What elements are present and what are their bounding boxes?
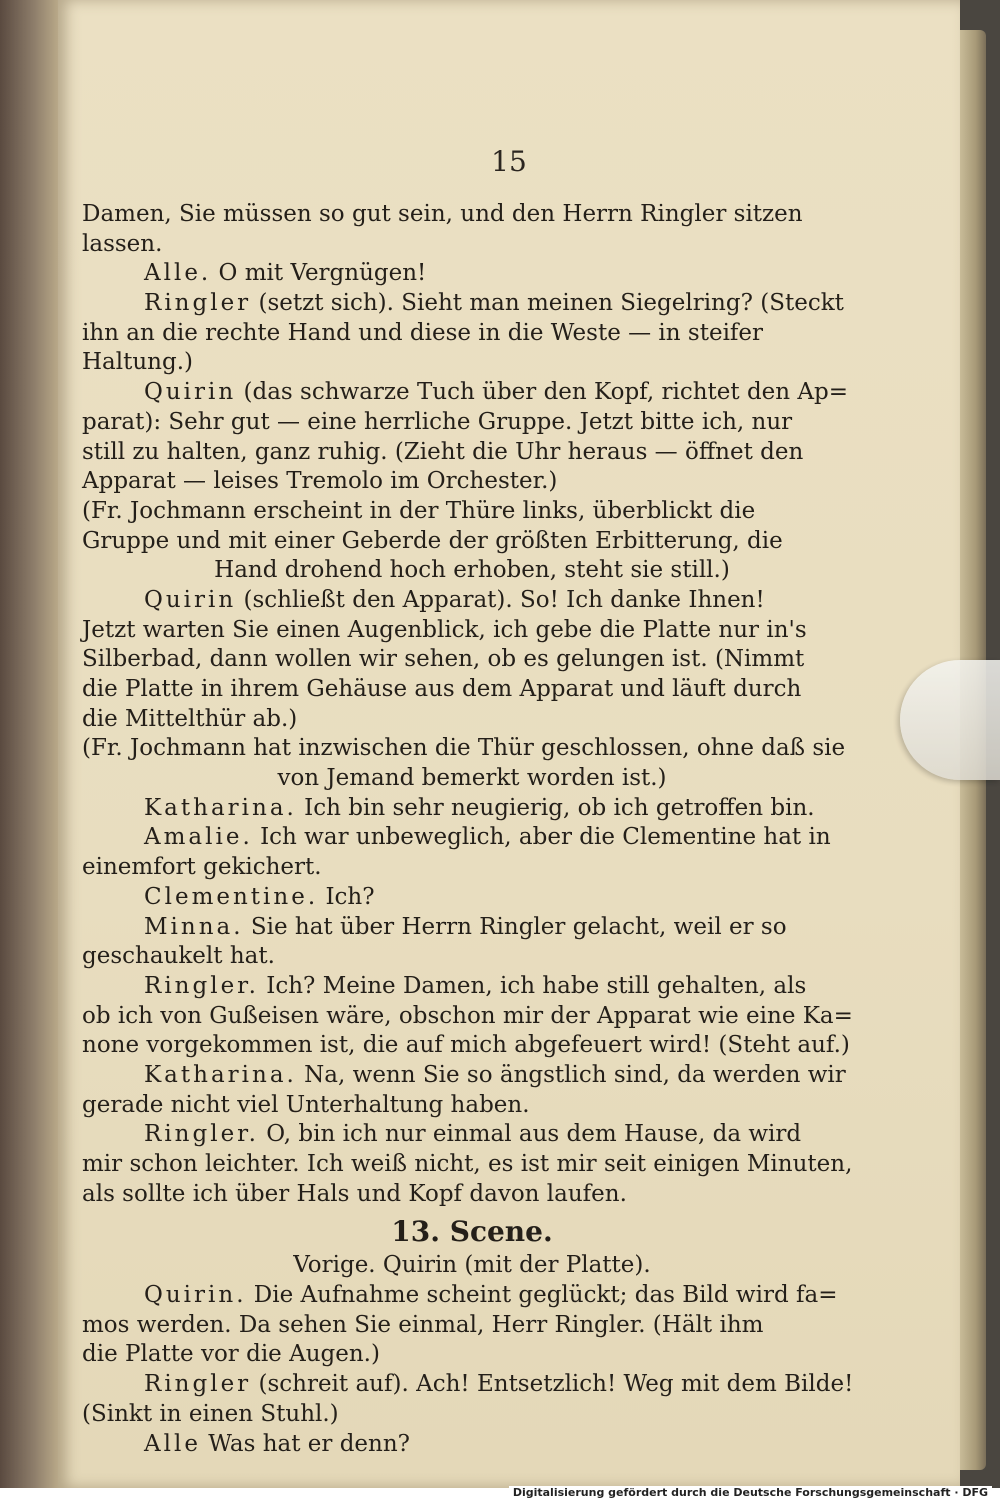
- stage-direction: Vorige. Quirin (mit der Platte).: [293, 1252, 651, 1279]
- line-text: (schreit auf). Ach! Entsetzlich! Weg mit dem Bilde!: [251, 1371, 854, 1398]
- text-line: [82, 705, 862, 735]
- text-line: [82, 734, 862, 764]
- line-text: O, bin ich nur einmal aus dem Hause, da wird: [258, 1121, 802, 1148]
- text-line: [82, 200, 862, 230]
- line-text: Damen, Sie müssen so gut sein, und den Herrn Ringler sitzen: [82, 201, 803, 227]
- line-text: von Jemand bemerkt worden ist.): [277, 765, 667, 792]
- speaker-name: Katharina.: [144, 1061, 297, 1088]
- line-text: Ich bin sehr neugierig, ob ich getroffen bin.: [296, 794, 815, 821]
- line-text: Was hat er denn?: [200, 1430, 411, 1457]
- line-text: Apparat — leises Tremolo im Orchester.): [82, 468, 558, 495]
- line-text: Haltung.): [82, 349, 194, 376]
- text-line: [82, 1370, 862, 1400]
- text-line: [82, 1311, 862, 1341]
- text-line: [82, 1281, 862, 1311]
- line-text: still zu halten, ganz ruhig. (Zieht die Uhr heraus — öffnet den: [82, 438, 804, 465]
- speaker-name: Ringler.: [144, 1121, 259, 1148]
- line-text: als sollte ich über Hals und Kopf davon laufen.: [82, 1180, 627, 1207]
- line-text: ob ich von Gußeisen wäre, obschon mir der Apparat wie eine Ka=: [82, 1002, 853, 1029]
- text-line: [82, 1430, 862, 1460]
- speaker-name: Ringler: [144, 290, 252, 317]
- line-text: geschaukelt hat.: [82, 943, 275, 970]
- line-text: lassen.: [82, 230, 163, 257]
- line-text: ihn an die rechte Hand und diese in die Weste — in steifer: [82, 319, 764, 346]
- text-line: [82, 348, 862, 378]
- text-line: [82, 378, 862, 408]
- text-line: [82, 1400, 862, 1430]
- line-text: gerade nicht viel Unterhaltung haben.: [82, 1091, 530, 1118]
- book-binding: [0, 0, 58, 1490]
- text-line: [82, 853, 862, 883]
- line-text: (schließt den Apparat). So! Ich danke Ihnen!: [236, 586, 765, 613]
- text-line: [82, 675, 862, 705]
- line-text: mir schon leichter. Ich weiß nicht, es ist mir seit einigen Minuten,: [82, 1151, 853, 1177]
- line-text: (Sinkt in einen Stuhl.): [82, 1400, 339, 1427]
- line-text: (Fr. Jochmann hat inzwischen die Thür geschlossen, ohne daß sie: [82, 735, 846, 762]
- speaker-name: Alle.: [144, 260, 212, 287]
- text-line: [82, 883, 862, 913]
- line-text: mos werden. Da sehen Sie einmal, Herr Ringler. (Hält ihm: [82, 1311, 764, 1338]
- line-text: Na, wenn Sie so ängstlich sind, da werden wir: [296, 1061, 846, 1088]
- text-line: [82, 794, 862, 824]
- line-text: die Platte vor die Augen.): [82, 1341, 380, 1368]
- scene-dialogue-lines: [82, 1281, 862, 1459]
- text-line: [82, 408, 862, 438]
- line-text: Die Aufnahme scheint geglückt; das Bild wird fa=: [246, 1282, 838, 1309]
- text-line: [82, 527, 862, 557]
- speaker-name: Ringler: [144, 1371, 252, 1398]
- line-text: (das schwarze Tuch über den Kopf, richtet den Ap=: [236, 379, 849, 406]
- text-line: [82, 1340, 862, 1370]
- text-line: [82, 259, 862, 289]
- text-line: [82, 764, 862, 794]
- page-number: 15: [491, 145, 527, 178]
- text-line: [82, 942, 862, 972]
- speaker-name: Alle: [144, 1430, 201, 1457]
- dialogue-lines: [82, 200, 862, 1209]
- text-line: [82, 1031, 862, 1061]
- text-line: [82, 289, 862, 319]
- speaker-name: Katharina.: [144, 794, 297, 821]
- text-line: [82, 467, 862, 497]
- speaker-name: Minna.: [144, 913, 244, 940]
- text-line: [82, 913, 862, 943]
- line-text: Gruppe und mit einer Geberde der größten Erbitterung, die: [82, 527, 783, 554]
- line-text: Sie hat über Herrn Ringler gelacht, weil er so: [243, 913, 787, 940]
- speaker-name: Amalie.: [144, 824, 253, 851]
- text-line: [82, 1002, 862, 1032]
- line-text: parat): Sehr gut — eine herrliche Gruppe. Jetzt bitte ich, nur: [82, 408, 793, 435]
- line-text: die Mittelthür ab.): [82, 705, 298, 732]
- text-line: [82, 1091, 862, 1121]
- line-text: Ich war unbeweglich, aber die Clementine hat in: [252, 824, 831, 851]
- speaker-name: Quirin: [144, 586, 237, 613]
- text-line: [82, 438, 862, 468]
- line-text: Jetzt warten Sie einen Augenblick, ich gebe die Platte nur in's: [82, 616, 807, 643]
- line-text: Ich? Meine Damen, ich habe still gehalten, als: [258, 972, 807, 999]
- speaker-name: Quirin.: [144, 1282, 247, 1309]
- speaker-name: Ringler.: [144, 972, 259, 999]
- scene-heading: 13. Scene.: [391, 1215, 553, 1249]
- line-text: Silberbad, dann wollen wir sehen, ob es gelungen ist. (Nimmt: [82, 646, 805, 673]
- text-block: [82, 200, 862, 1459]
- line-text: Hand drohend hoch erhoben, steht sie still.): [214, 557, 730, 584]
- text-line: [82, 972, 862, 1002]
- text-line: [82, 556, 862, 586]
- text-line: [82, 616, 862, 646]
- text-line: [82, 230, 862, 260]
- line-text: (setzt sich). Sieht man meinen Siegelring? (Steckt: [251, 290, 844, 317]
- speaker-name: Clementine.: [144, 883, 319, 910]
- text-line: [82, 497, 862, 527]
- text-line: [82, 1061, 862, 1091]
- line-text: O mit Vergnügen!: [211, 260, 427, 287]
- line-text: none vorgekommen ist, die auf mich abgefeuert wird! (Steht auf.): [82, 1032, 850, 1059]
- speaker-name: Quirin: [144, 379, 237, 406]
- text-line: [82, 645, 862, 675]
- text-line: [82, 586, 862, 616]
- text-line: [82, 1150, 862, 1180]
- line-text: einemfort gekichert.: [82, 854, 322, 881]
- line-text: die Platte in ihrem Gehäuse aus dem Apparat und läuft durch: [82, 676, 802, 702]
- text-line: [82, 823, 862, 853]
- line-text: (Fr. Jochmann erscheint in der Thüre links, überblickt die: [82, 497, 756, 524]
- text-line: [82, 1180, 862, 1210]
- text-line: [82, 1120, 862, 1150]
- line-text: Ich?: [318, 883, 375, 910]
- book-page: [58, 0, 960, 1488]
- footer-credit: Digitalisierung gefördert durch die Deutsche Forschungsgemeinschaft · DFG: [509, 1486, 992, 1499]
- text-line: [82, 319, 862, 349]
